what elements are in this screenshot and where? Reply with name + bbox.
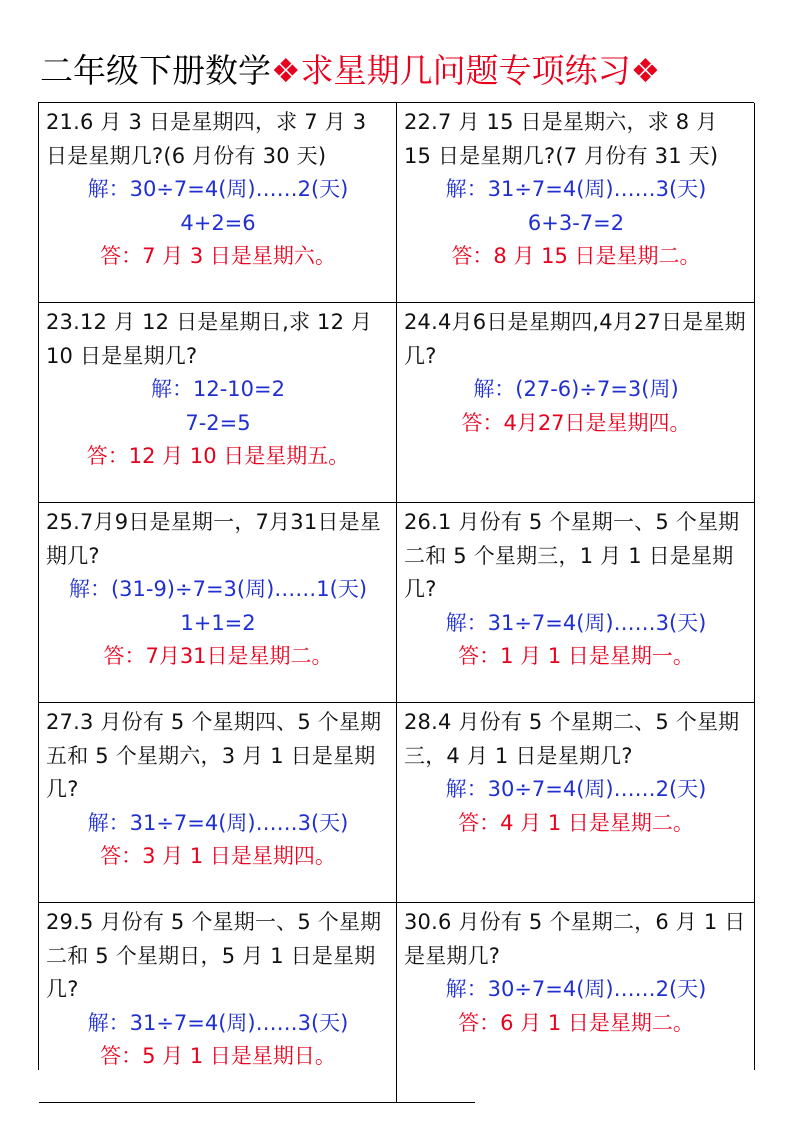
torn-corner — [475, 1070, 755, 1122]
solution-step: 解：31÷7=4(周)……3(天) — [87, 1010, 349, 1035]
answer-text: 答：1 月 1 日是星期一。 — [458, 644, 694, 668]
title-main: 求星期几问题专项练习 — [300, 51, 631, 90]
answer-text: 答：6 月 1 日是星期二。 — [458, 1010, 694, 1035]
question-text: 21.6 月 3 日是星期四，求 7 月 3 日是星期几?(6 月份有 30 天) — [46, 110, 367, 168]
answer-text: 答：8 月 15 日是星期二。 — [451, 244, 701, 268]
question-text: 27.3 月份有 5 个星期四、5 个星期五和 5 个星期六，3 月 1 日是星期几? — [46, 710, 382, 801]
solution-step: 解：31÷7=4(周)……3(天) — [87, 810, 349, 835]
solution-step: 解：31÷7=4(周)……3(天) — [445, 177, 707, 201]
answer-text: 答：3 月 1 日是星期四。 — [100, 844, 336, 868]
solution-step: 解：31÷7=4(周)……3(天) — [445, 610, 707, 635]
question-text: 29.5 月份有 5 个星期一、5 个星期二和 5 个星期日，5 月 1 日是星期几? — [46, 910, 382, 1001]
diamond-right-icon: ❖ — [630, 51, 661, 90]
question-text: 25.7月9日是星期一，7月31日是星期几? — [46, 510, 382, 568]
problem-cell — [397, 503, 755, 703]
answer-text: 答：12 月 10 日是星期五。 — [86, 444, 350, 468]
solution-step: 解：(27-6)÷7=3(周) — [473, 377, 679, 401]
solution-step: 1+1=2 — [180, 610, 256, 635]
solution-step: 6+3-7=2 — [527, 210, 625, 235]
question-text: 26.1 月份有 5 个星期一、5 个星期二和 5 个星期三，1 月 1 日是星期几? — [404, 510, 740, 601]
page-title — [40, 46, 660, 96]
question-text: 24.4月6日是星期四,4月27日是星期几? — [404, 310, 746, 368]
solution-step: 解：30÷7=4(周)……2(天) — [445, 777, 707, 801]
question-text: 30.6 月份有 5 个星期二，6 月 1 日是星期几? — [404, 910, 746, 968]
solution-step: 解：(31-9)÷7=3(周)……1(天) — [68, 577, 368, 601]
problem-cell — [397, 103, 755, 303]
problem-cell — [39, 303, 397, 503]
diamond-left-icon: ❖ — [271, 51, 301, 90]
solution-step: 4+2=6 — [180, 210, 256, 235]
problem-cell — [39, 903, 397, 1103]
question-text: 28.4 月份有 5 个星期二、5 个星期三，4 月 1 日是星期几? — [404, 710, 740, 768]
answer-text: 答：7 月 3 日是星期六。 — [100, 244, 336, 268]
problem-cell — [39, 503, 397, 703]
problem-cell — [39, 103, 397, 303]
answer-text: 答：4 月 1 日是星期二。 — [458, 810, 694, 835]
problem-cell — [397, 303, 755, 503]
solution-step: 解：30÷7=4(周)……2(天) — [445, 977, 707, 1001]
problem-cell — [397, 703, 755, 903]
solution-step: 7-2=5 — [185, 410, 251, 435]
problem-cell — [39, 703, 397, 903]
question-text: 23.12 月 12 日是星期日,求 12 月 10 日是星期几? — [46, 310, 373, 368]
title-prefix: 二年级下册数学 — [40, 51, 271, 90]
solution-step: 解：12-10=2 — [151, 377, 285, 401]
solution-step: 解：30÷7=4(周)……2(天) — [87, 177, 349, 201]
exercise-grid — [38, 102, 754, 1070]
question-text: 22.7 月 15 日是星期六，求 8 月 15 日是星期几?(7 月份有 31 天) — [404, 110, 719, 168]
answer-text: 答：7月31日是星期二。 — [103, 644, 333, 668]
answer-text: 答：4月27日是星期四。 — [461, 410, 691, 435]
answer-text: 答：5 月 1 日是星期日。 — [100, 1044, 336, 1068]
